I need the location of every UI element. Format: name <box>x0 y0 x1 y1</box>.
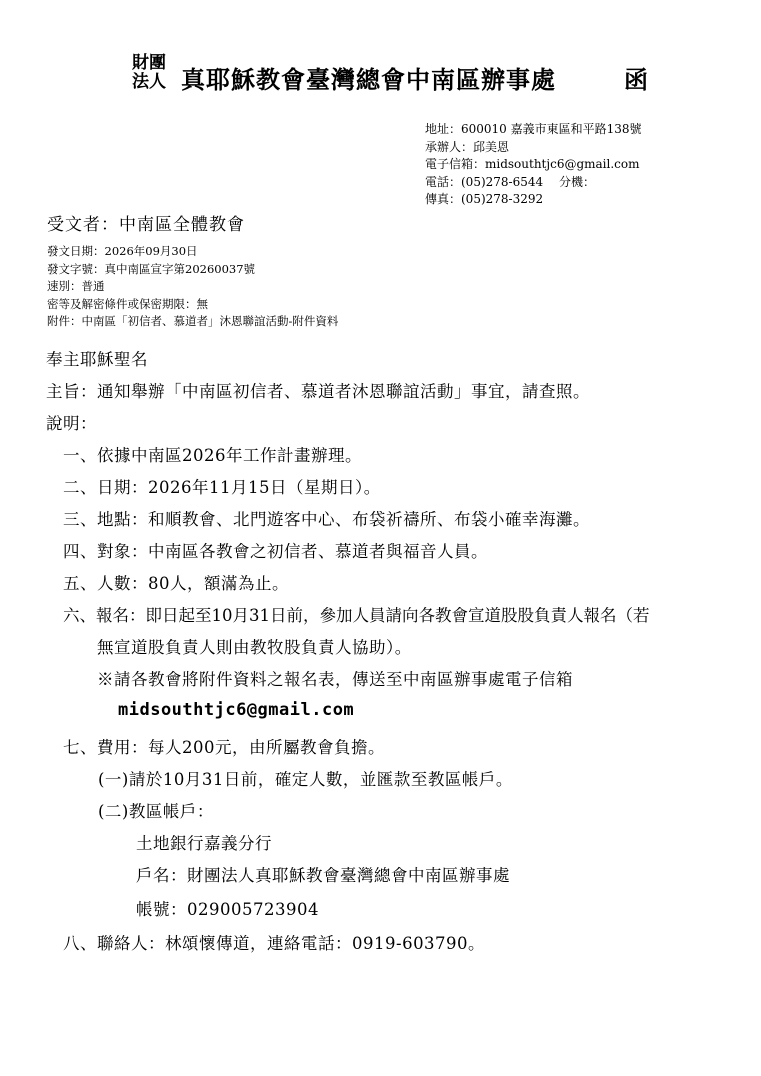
bank-name: 土地銀行嘉義分行 <box>136 834 272 853</box>
item-7-sub-1: (一)請於10月31日前，確定人數，並匯款至教區帳戶。 <box>98 770 513 789</box>
item-1: 一、依據中南區2026年工作計畫辦理。 <box>63 446 362 465</box>
account-number: 帳號：029005723904 <box>136 900 319 919</box>
org-type-prefix <box>132 54 166 92</box>
document-type: 函 <box>624 65 648 94</box>
recipient: 受文者：中南區全體教會 <box>47 215 245 235</box>
salutation: 奉主耶穌聖名 <box>46 350 148 369</box>
contact-email: 電子信箱：midsouthtjc6@gmail.com <box>425 157 640 171</box>
contact-phone: 電話：(05)278-6544 分機： <box>425 174 595 189</box>
item-7-sub-2: (二)教區帳戶： <box>98 802 214 821</box>
item-3: 三、地點：和順教會、北門遊客中心、布袋祈禱所、布袋小確幸海灘。 <box>63 510 590 529</box>
org-type-prefix-line1: 財團 <box>132 53 166 73</box>
subject: 主旨：通知舉辦「中南區初信者、慕道者沐恩聯誼活動」事宜，請查照。 <box>46 382 590 401</box>
item-5: 五、人數：80人，額滿為止。 <box>63 574 289 593</box>
contact-block <box>425 121 642 209</box>
item-6-line-1: 六、報名：即日起至10月31日前，參加人員請向各教會宣道股股負責人報名（若 <box>63 606 650 625</box>
account-name: 戶名：財團法人真耶穌教會臺灣總會中南區辦事處 <box>136 866 510 885</box>
contact-address: 地址：600010 嘉義市東區和平路138號 <box>425 122 642 136</box>
item-6-email: midsouthtjc6@gmail.com <box>118 700 355 720</box>
document-meta <box>47 243 338 331</box>
meta-secrecy: 密等及解密條件或保密期限：無 <box>47 296 208 311</box>
explanation-label: 說明： <box>46 414 97 433</box>
meta-date: 發文日期：2026年09月30日 <box>47 244 198 258</box>
organization-name: 真耶穌教會臺灣總會中南區辦事處 <box>181 65 556 94</box>
item-6-line-2: 無宣道股負責人則由教牧股負責人協助）。 <box>97 638 412 657</box>
contact-handler: 承辦人：邱美恩 <box>425 139 510 154</box>
meta-number: 發文字號：真中南區宣字第20260037號 <box>47 261 256 276</box>
meta-speed: 速別：普通 <box>47 279 105 293</box>
meta-attachment: 附件：中南區「初信者、慕道者」沐恩聯誼活動-附件資料 <box>47 314 339 328</box>
item-4: 四、對象：中南區各教會之初信者、慕道者與福音人員。 <box>63 542 488 561</box>
item-2: 二、日期：2026年11月15日（星期日）。 <box>63 478 381 497</box>
contact-fax: 傳真：(05)278-3292 <box>425 192 544 206</box>
item-8: 八、聯絡人：林頌懷傳道，連絡電話：0919-603790。 <box>63 934 486 953</box>
org-type-prefix-line2: 法人 <box>132 72 166 92</box>
item-7: 七、費用：每人200元，由所屬教會負擔。 <box>63 738 385 757</box>
item-6-note: ※請各教會將附件資料之報名表，傳送至中南區辦事處電子信箱 <box>97 670 573 689</box>
